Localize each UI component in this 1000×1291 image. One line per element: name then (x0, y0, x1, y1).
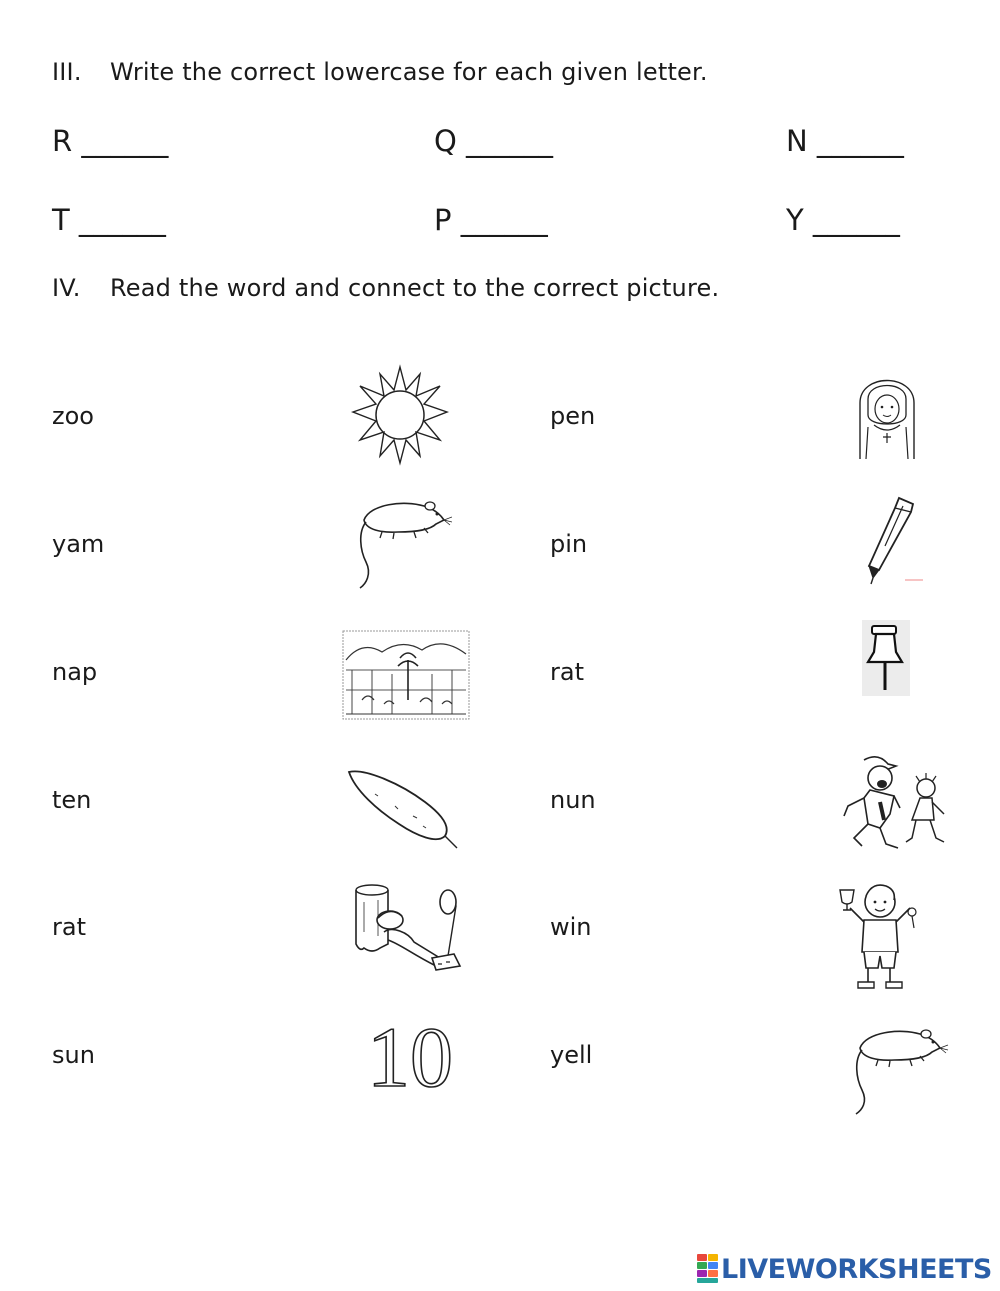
word-yam[interactable]: yam (52, 530, 105, 558)
section-3-heading (52, 58, 852, 88)
yam-picture[interactable] (345, 766, 460, 851)
word-rat-right[interactable]: rat (550, 658, 584, 686)
word-pin[interactable]: pin (550, 530, 588, 558)
ten-icon (364, 1012, 456, 1092)
word-yell[interactable]: yell (550, 1041, 593, 1069)
section-4-number: IV. (52, 274, 81, 302)
section-3-number: III. (52, 58, 82, 86)
nap-icon (350, 882, 465, 974)
nap-picture[interactable] (350, 882, 465, 974)
letter-item-q[interactable]: Q ______ (434, 124, 554, 158)
win-icon (838, 880, 922, 992)
liveworksheets-logo-icon (697, 1254, 719, 1284)
section-3-instruction: Write the correct lowercase for each given letter. (110, 58, 708, 86)
word-pen[interactable]: pen (550, 402, 596, 430)
yam-icon (345, 766, 460, 851)
letter-item-n[interactable]: N ______ (786, 124, 904, 158)
rat-picture[interactable] (352, 492, 452, 592)
word-nun[interactable]: nun (550, 786, 596, 814)
nun-picture[interactable] (852, 363, 922, 461)
pen-icon (855, 494, 927, 588)
sun-icon (350, 364, 450, 466)
ten-numeral: 10 (367, 1012, 453, 1092)
win-picture[interactable] (838, 880, 922, 992)
word-ten[interactable]: ten (52, 786, 92, 814)
word-sun[interactable]: sun (52, 1041, 95, 1069)
word-zoo[interactable]: zoo (52, 402, 94, 430)
section-4-heading (52, 274, 852, 304)
rat-picture-right[interactable] (852, 1018, 952, 1118)
nun-icon (852, 363, 922, 461)
letter-item-p[interactable]: P ______ (434, 203, 548, 237)
yell-picture[interactable] (840, 754, 950, 852)
zoo-icon (342, 630, 470, 720)
sun-picture[interactable] (350, 364, 450, 466)
zoo-picture[interactable] (342, 630, 470, 720)
liveworksheets-logo[interactable] (697, 1253, 992, 1285)
letter-item-t[interactable]: T ______ (52, 203, 166, 237)
pin-icon (862, 620, 910, 696)
word-rat[interactable]: rat (52, 913, 86, 941)
section-4-instruction: Read the word and connect to the correct picture. (110, 274, 720, 302)
word-nap[interactable]: nap (52, 658, 98, 686)
brand-name: LIVEWORKSHEETS (721, 1253, 992, 1285)
rat-icon (352, 492, 452, 592)
word-win[interactable]: win (550, 913, 592, 941)
yell-icon (840, 754, 950, 852)
ten-picture[interactable] (364, 1012, 456, 1092)
pin-picture[interactable] (862, 620, 910, 696)
letter-item-r[interactable]: R ______ (52, 124, 169, 158)
rat-icon (852, 1018, 952, 1118)
letter-item-y[interactable]: Y ______ (786, 203, 900, 237)
pen-picture[interactable] (855, 494, 927, 588)
